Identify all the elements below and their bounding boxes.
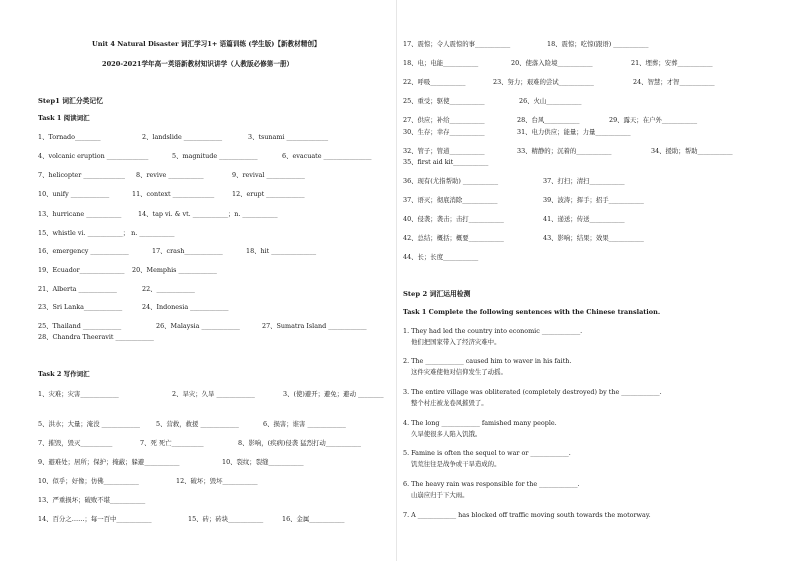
writing-item: 8、影响，(疾病)侵袭 猛烈打动___________ bbox=[238, 439, 361, 447]
writing-item: 23、努力；艰难的尝试___________ bbox=[493, 78, 594, 86]
task1-heading: Task 1 阅读词汇 bbox=[38, 114, 90, 122]
writing-item: 32、管子；管道___________ bbox=[403, 147, 485, 155]
writing-item: 35、first aid kit___________ bbox=[403, 158, 489, 166]
writing-item: 6、损害；谁害 ____________ bbox=[263, 420, 346, 428]
sentence-cn: 久旱使很多人陷入饥饿。 bbox=[411, 430, 482, 438]
vocab-item: 19、Ecuador______________ bbox=[38, 266, 125, 274]
writing-item: 37、打扫；清扫___________ bbox=[543, 177, 625, 185]
vocab-item: 2、landslide ____________ bbox=[142, 133, 223, 141]
vocab-item: 22、____________ bbox=[142, 285, 195, 293]
vocab-item: 20、Memphis ____________ bbox=[132, 266, 217, 274]
writing-item: 9、避难处；居所；保护；掩蔽；躲避___________ bbox=[38, 458, 180, 466]
vocab-item: 24、Indonesia ____________ bbox=[142, 303, 229, 311]
writing-item: 18、电；电能___________ bbox=[403, 59, 479, 67]
vocab-item: 25、Thailand ____________ bbox=[38, 322, 122, 330]
step2-heading: Step 2 词汇运用检测 bbox=[403, 290, 471, 298]
writing-item: 20、使落入险境___________ bbox=[511, 59, 593, 67]
vocab-item: 17、crash____________ bbox=[152, 247, 223, 255]
writing-item: 3、(使)避开；避免；避动 ________ bbox=[283, 390, 384, 398]
sentence-en: 3. The entire village was obliterated (completely destroyed) by the ____________. bbox=[403, 388, 662, 396]
sentence-cn: 这件灾难使他对信仰发生了动摇。 bbox=[411, 368, 507, 376]
writing-item: 41、递送；传送___________ bbox=[543, 215, 625, 223]
sentence-en: 5. Famine is often the sequel to war or ____________. bbox=[403, 449, 571, 457]
step1-heading: Step1 词汇分类记忆 bbox=[38, 97, 104, 105]
writing-item: 39、波涛；挥手；招手___________ bbox=[543, 196, 644, 204]
vocab-item: 14、tap vi. & vt. ___________；n. ___________ bbox=[138, 210, 278, 218]
vocab-item: 13、hurricane ___________ bbox=[38, 210, 122, 218]
vocab-item: 18、hit ______________ bbox=[246, 247, 317, 255]
writing-item: 10、裂纹；裂缝___________ bbox=[222, 458, 304, 466]
writing-item: 22、呼吸___________ bbox=[403, 78, 466, 86]
writing-item: 31、电力供应；能量；力量___________ bbox=[517, 128, 631, 136]
vocab-item: 12、erupt ____________ bbox=[232, 190, 305, 198]
writing-item: 7、摧毁，毁灭__________ bbox=[38, 439, 113, 447]
writing-item: 40、侵袭；袭击；击打___________ bbox=[403, 215, 504, 223]
vocab-item: 8、revive ___________ bbox=[136, 171, 204, 179]
vocab-item: 21、Alberta ____________ bbox=[38, 285, 117, 293]
writing-item: 14、百分之……；每一百中___________ bbox=[38, 515, 152, 523]
writing-item: 37、语灭；彻底消除___________ bbox=[403, 196, 498, 204]
writing-item: 43、影响；结果；效果___________ bbox=[543, 234, 644, 242]
vocab-item: 16、emergency ____________ bbox=[38, 247, 129, 255]
sentence-en: 7. A ____________ has blocked off traffic moving south towards the motorway. bbox=[403, 511, 651, 519]
writing-item: 7、死 死亡__________ bbox=[140, 439, 204, 447]
vocab-item: 4、volcanic eruption _____________ bbox=[38, 152, 149, 160]
sentence-en: 2. The ____________ caused him to waver in his faith. bbox=[403, 357, 572, 365]
worksheet-subtitle: 2020-2021学年高一英语新教材知识讲学（人教版必修第一册） bbox=[102, 60, 294, 68]
vocab-item: 10、unify ____________ bbox=[38, 190, 110, 198]
sentence-cn: 饥荒往往是战争或干旱造成的。 bbox=[411, 460, 501, 468]
writing-item: 36、现有(尤指帮助) ___________ bbox=[403, 177, 499, 185]
writing-item: 29、露天；在户外___________ bbox=[609, 116, 698, 124]
writing-item: 33、精静的；沉着的___________ bbox=[517, 147, 612, 155]
writing-item: 44、长；长度___________ bbox=[403, 253, 479, 261]
vocab-item: 7、helicopter _____________ bbox=[38, 171, 125, 179]
task1-exercise-heading: Task 1 Complete the following sentences with the Chinese translation. bbox=[403, 308, 661, 316]
writing-item: 25、重受；驱使___________ bbox=[403, 97, 485, 105]
vocab-item: 28、Chandra Theeravit ____________ bbox=[38, 333, 154, 341]
writing-item: 12、破坏；毁坏___________ bbox=[176, 477, 258, 485]
vocab-item: 27、Sumatra Island ____________ bbox=[262, 322, 367, 330]
writing-item: 10、似乎；好像；仿佛___________ bbox=[38, 477, 139, 485]
writing-item: 17、震惊；令人震惊的事___________ bbox=[403, 40, 511, 48]
vocab-item: 3、tsunami _____________ bbox=[248, 133, 329, 141]
vocab-item: 1、Tornado________ bbox=[38, 133, 101, 141]
writing-item: 24、智慧；才智___________ bbox=[633, 78, 715, 86]
vocab-item: 11、context _____________ bbox=[132, 190, 215, 198]
sentence-en: 6. The heavy rain was responsible for the ____________. bbox=[403, 480, 580, 488]
writing-item: 16、金属___________ bbox=[282, 515, 345, 523]
writing-item: 15、砖；砖块___________ bbox=[188, 515, 264, 523]
writing-item: 30、生存；幸存___________ bbox=[403, 128, 485, 136]
writing-item: 5、洪水；大量；淹没 ____________ bbox=[38, 420, 140, 428]
vocab-item: 5、magnitude ____________ bbox=[172, 152, 258, 160]
writing-item: 1、灾难；灾害____________ bbox=[38, 390, 119, 398]
vocab-item: 6、evacuate _______________ bbox=[282, 152, 372, 160]
sentence-cn: 整个村庄被龙卷风摧毁了。 bbox=[411, 399, 488, 407]
writing-item: 28、台风___________ bbox=[517, 116, 580, 124]
worksheet-title: Unit 4 Natural Disaster 词汇学习1+ 语篇训练 (学生版)【新教材精创】 bbox=[92, 40, 321, 48]
writing-item: 27、供应；补给___________ bbox=[403, 116, 485, 124]
right-page bbox=[397, 0, 794, 561]
vocab-item: 23、Sri Lanka____________ bbox=[38, 303, 123, 311]
sentence-en: 4. The long ____________ famished many people. bbox=[403, 419, 557, 427]
writing-item: 42、总结；概括；概要___________ bbox=[403, 234, 504, 242]
vocab-item: 15、whistle vi. ___________； n. ___________ bbox=[38, 229, 175, 237]
writing-item: 21、埋葬；安葬___________ bbox=[631, 59, 713, 67]
writing-item: 34、援助；帮助___________ bbox=[651, 147, 733, 155]
vocab-item: 26、Malaysia ____________ bbox=[156, 322, 240, 330]
writing-item: 2、旱灾；久旱 ____________ bbox=[172, 390, 255, 398]
writing-item: 26、火山___________ bbox=[519, 97, 582, 105]
task2-heading: Task 2 写作词汇 bbox=[38, 370, 90, 378]
sentence-en: 1. They had led the country into economic ____________. bbox=[403, 327, 583, 335]
sentence-cn: 山崩应归于下大雨。 bbox=[411, 491, 469, 499]
writing-item: 13、严重损坏；破败不堪___________ bbox=[38, 496, 146, 504]
vocab-item: 9、revival ____________ bbox=[232, 171, 305, 179]
writing-item: 18、震惊；吃惊(跟语) ___________ bbox=[547, 40, 649, 48]
writing-item: 5、营救，救援 ____________ bbox=[156, 420, 239, 428]
sentence-cn: 他们把国家带入了经济灾难中。 bbox=[411, 338, 501, 346]
